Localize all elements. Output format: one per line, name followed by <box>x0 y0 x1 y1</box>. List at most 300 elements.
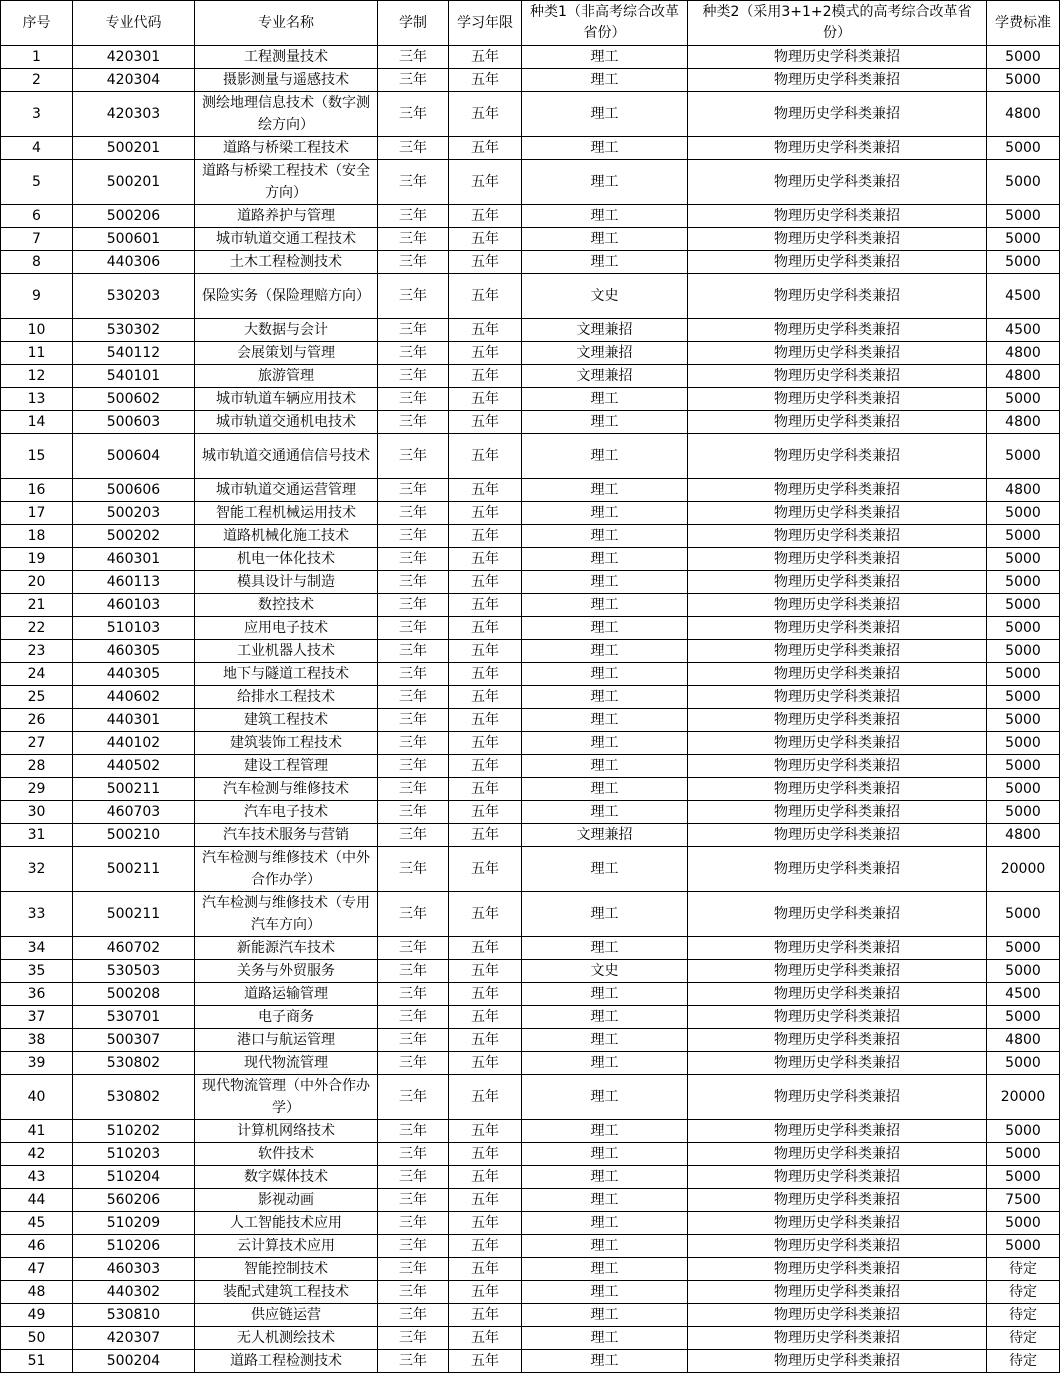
cell-name: 智能控制技术 <box>195 1258 378 1281</box>
cell-type2: 物理历史学科类兼招 <box>688 1304 987 1327</box>
cell-fee: 5000 <box>987 137 1060 160</box>
cell-name: 供应链运营 <box>195 1304 378 1327</box>
cell-no: 38 <box>1 1029 73 1052</box>
cell-years: 五年 <box>449 319 522 342</box>
cell-type1: 理工 <box>522 617 688 640</box>
cell-type2: 物理历史学科类兼招 <box>688 1143 987 1166</box>
cell-type2: 物理历史学科类兼招 <box>688 342 987 365</box>
cell-type1: 文史 <box>522 960 688 983</box>
table-row <box>1 46 1060 69</box>
cell-code: 500602 <box>73 388 195 411</box>
cell-system: 三年 <box>378 525 449 548</box>
cell-type2: 物理历史学科类兼招 <box>688 274 987 319</box>
cell-type2: 物理历史学科类兼招 <box>688 640 987 663</box>
cell-code: 500606 <box>73 479 195 502</box>
cell-fee: 待定 <box>987 1350 1060 1373</box>
cell-name: 道路运输管理 <box>195 983 378 1006</box>
cell-years: 五年 <box>449 617 522 640</box>
cell-years: 五年 <box>449 548 522 571</box>
cell-system: 三年 <box>378 479 449 502</box>
cell-name: 测绘地理信息技术（数字测绘方向） <box>195 92 378 137</box>
cell-type2: 物理历史学科类兼招 <box>688 1350 987 1373</box>
cell-no: 17 <box>1 502 73 525</box>
cell-name: 摄影测量与遥感技术 <box>195 69 378 92</box>
cell-no: 42 <box>1 1143 73 1166</box>
table-row <box>1 319 1060 342</box>
cell-type2: 物理历史学科类兼招 <box>688 319 987 342</box>
cell-name: 建设工程管理 <box>195 755 378 778</box>
cell-type2: 物理历史学科类兼招 <box>688 502 987 525</box>
table-row <box>1 709 1060 732</box>
cell-system: 三年 <box>378 1166 449 1189</box>
cell-code: 420307 <box>73 1327 195 1350</box>
cell-name: 工业机器人技术 <box>195 640 378 663</box>
cell-no: 46 <box>1 1235 73 1258</box>
cell-name: 关务与外贸服务 <box>195 960 378 983</box>
cell-code: 530203 <box>73 274 195 319</box>
cell-years: 五年 <box>449 228 522 251</box>
cell-name: 城市轨道车辆应用技术 <box>195 388 378 411</box>
cell-type2: 物理历史学科类兼招 <box>688 617 987 640</box>
cell-fee: 4800 <box>987 365 1060 388</box>
cell-years: 五年 <box>449 1258 522 1281</box>
cell-type2: 物理历史学科类兼招 <box>688 1029 987 1052</box>
cell-type2: 物理历史学科类兼招 <box>688 732 987 755</box>
cell-no: 28 <box>1 755 73 778</box>
cell-years: 五年 <box>449 1327 522 1350</box>
cell-type1: 理工 <box>522 937 688 960</box>
cell-type2: 物理历史学科类兼招 <box>688 709 987 732</box>
cell-no: 22 <box>1 617 73 640</box>
cell-fee: 5000 <box>987 160 1060 205</box>
cell-type1: 理工 <box>522 892 688 937</box>
cell-fee: 5000 <box>987 1052 1060 1075</box>
cell-name: 数字媒体技术 <box>195 1166 378 1189</box>
cell-years: 五年 <box>449 365 522 388</box>
cell-system: 三年 <box>378 160 449 205</box>
cell-no: 4 <box>1 137 73 160</box>
cell-years: 五年 <box>449 1052 522 1075</box>
table-header-row <box>1 1 1060 46</box>
cell-name: 汽车检测与维修技术 <box>195 778 378 801</box>
cell-code: 440301 <box>73 709 195 732</box>
cell-type1: 理工 <box>522 571 688 594</box>
table-row <box>1 1304 1060 1327</box>
cell-years: 五年 <box>449 960 522 983</box>
cell-type2: 物理历史学科类兼招 <box>688 824 987 847</box>
cell-no: 39 <box>1 1052 73 1075</box>
cell-system: 三年 <box>378 1304 449 1327</box>
cell-years: 五年 <box>449 1235 522 1258</box>
cell-type2: 物理历史学科类兼招 <box>688 983 987 1006</box>
cell-name: 现代物流管理（中外合作办学） <box>195 1075 378 1120</box>
cell-name: 城市轨道交通运营管理 <box>195 479 378 502</box>
cell-type2: 物理历史学科类兼招 <box>688 160 987 205</box>
cell-name: 智能工程机械运用技术 <box>195 502 378 525</box>
cell-code: 510203 <box>73 1143 195 1166</box>
cell-type2: 物理历史学科类兼招 <box>688 1052 987 1075</box>
cell-fee: 4500 <box>987 983 1060 1006</box>
cell-code: 540112 <box>73 342 195 365</box>
cell-system: 三年 <box>378 548 449 571</box>
cell-no: 34 <box>1 937 73 960</box>
cell-system: 三年 <box>378 319 449 342</box>
cell-no: 19 <box>1 548 73 571</box>
cell-years: 五年 <box>449 709 522 732</box>
table-row <box>1 801 1060 824</box>
cell-type2: 物理历史学科类兼招 <box>688 137 987 160</box>
cell-name: 道路与桥梁工程技术（安全方向） <box>195 160 378 205</box>
cell-type1: 文理兼招 <box>522 319 688 342</box>
col-header-system: 学制 <box>378 1 449 46</box>
cell-no: 25 <box>1 686 73 709</box>
cell-name: 汽车检测与维修技术（专用汽车方向） <box>195 892 378 937</box>
cell-fee: 5000 <box>987 1143 1060 1166</box>
cell-type2: 物理历史学科类兼招 <box>688 525 987 548</box>
cell-code: 500307 <box>73 1029 195 1052</box>
cell-type1: 理工 <box>522 1052 688 1075</box>
cell-type1: 理工 <box>522 1029 688 1052</box>
cell-fee: 5000 <box>987 548 1060 571</box>
table-row <box>1 640 1060 663</box>
cell-type1: 理工 <box>522 1235 688 1258</box>
cell-code: 500201 <box>73 160 195 205</box>
cell-system: 三年 <box>378 1281 449 1304</box>
cell-no: 2 <box>1 69 73 92</box>
cell-code: 440502 <box>73 755 195 778</box>
cell-no: 23 <box>1 640 73 663</box>
cell-system: 三年 <box>378 1006 449 1029</box>
cell-code: 560206 <box>73 1189 195 1212</box>
cell-no: 51 <box>1 1350 73 1373</box>
cell-name: 人工智能技术应用 <box>195 1212 378 1235</box>
cell-fee: 5000 <box>987 1166 1060 1189</box>
cell-fee: 5000 <box>987 502 1060 525</box>
cell-no: 6 <box>1 205 73 228</box>
cell-system: 三年 <box>378 892 449 937</box>
cell-system: 三年 <box>378 663 449 686</box>
table-row <box>1 228 1060 251</box>
cell-type2: 物理历史学科类兼招 <box>688 411 987 434</box>
cell-system: 三年 <box>378 434 449 479</box>
cell-type1: 理工 <box>522 1350 688 1373</box>
cell-name: 云计算技术应用 <box>195 1235 378 1258</box>
cell-fee: 待定 <box>987 1258 1060 1281</box>
table-row <box>1 365 1060 388</box>
cell-years: 五年 <box>449 1189 522 1212</box>
cell-no: 5 <box>1 160 73 205</box>
table-row <box>1 1166 1060 1189</box>
cell-type1: 理工 <box>522 801 688 824</box>
cell-type2: 物理历史学科类兼招 <box>688 205 987 228</box>
cell-name: 电子商务 <box>195 1006 378 1029</box>
cell-type1: 理工 <box>522 1212 688 1235</box>
cell-name: 现代物流管理 <box>195 1052 378 1075</box>
cell-type2: 物理历史学科类兼招 <box>688 801 987 824</box>
table-row <box>1 92 1060 137</box>
cell-type1: 理工 <box>522 1143 688 1166</box>
cell-code: 420303 <box>73 92 195 137</box>
cell-type2: 物理历史学科类兼招 <box>688 847 987 892</box>
table-row <box>1 205 1060 228</box>
cell-code: 460301 <box>73 548 195 571</box>
cell-name: 大数据与会计 <box>195 319 378 342</box>
cell-fee: 5000 <box>987 251 1060 274</box>
cell-system: 三年 <box>378 755 449 778</box>
cell-type2: 物理历史学科类兼招 <box>688 1189 987 1212</box>
cell-fee: 5000 <box>987 1235 1060 1258</box>
cell-years: 五年 <box>449 92 522 137</box>
cell-type1: 理工 <box>522 847 688 892</box>
cell-name: 给排水工程技术 <box>195 686 378 709</box>
cell-type1: 文理兼招 <box>522 824 688 847</box>
cell-type1: 理工 <box>522 525 688 548</box>
cell-years: 五年 <box>449 1120 522 1143</box>
cell-system: 三年 <box>378 983 449 1006</box>
cell-code: 440306 <box>73 251 195 274</box>
cell-system: 三年 <box>378 640 449 663</box>
cell-type1: 理工 <box>522 479 688 502</box>
cell-no: 12 <box>1 365 73 388</box>
cell-name: 汽车技术服务与营销 <box>195 824 378 847</box>
cell-type1: 理工 <box>522 1120 688 1143</box>
cell-name: 无人机测绘技术 <box>195 1327 378 1350</box>
cell-system: 三年 <box>378 388 449 411</box>
cell-name: 汽车检测与维修技术（中外合作办学） <box>195 847 378 892</box>
table-row <box>1 251 1060 274</box>
table-row <box>1 1327 1060 1350</box>
cell-name: 道路与桥梁工程技术 <box>195 137 378 160</box>
cell-fee: 5000 <box>987 525 1060 548</box>
cell-no: 45 <box>1 1212 73 1235</box>
cell-type2: 物理历史学科类兼招 <box>688 937 987 960</box>
cell-type1: 理工 <box>522 732 688 755</box>
cell-years: 五年 <box>449 686 522 709</box>
cell-code: 510103 <box>73 617 195 640</box>
table-row <box>1 663 1060 686</box>
cell-type1: 理工 <box>522 69 688 92</box>
cell-code: 420301 <box>73 46 195 69</box>
cell-system: 三年 <box>378 1143 449 1166</box>
cell-system: 三年 <box>378 1052 449 1075</box>
cell-type1: 理工 <box>522 1327 688 1350</box>
table-row <box>1 1281 1060 1304</box>
cell-system: 三年 <box>378 847 449 892</box>
table-row <box>1 1189 1060 1212</box>
cell-type1: 理工 <box>522 160 688 205</box>
cell-fee: 20000 <box>987 1075 1060 1120</box>
cell-years: 五年 <box>449 479 522 502</box>
cell-code: 510206 <box>73 1235 195 1258</box>
cell-type1: 理工 <box>522 686 688 709</box>
cell-code: 510204 <box>73 1166 195 1189</box>
cell-no: 21 <box>1 594 73 617</box>
table-row <box>1 1052 1060 1075</box>
cell-system: 三年 <box>378 228 449 251</box>
cell-no: 13 <box>1 388 73 411</box>
cell-system: 三年 <box>378 69 449 92</box>
cell-name: 工程测量技术 <box>195 46 378 69</box>
cell-system: 三年 <box>378 365 449 388</box>
cell-years: 五年 <box>449 137 522 160</box>
cell-no: 3 <box>1 92 73 137</box>
cell-type1: 理工 <box>522 1166 688 1189</box>
cell-years: 五年 <box>449 1029 522 1052</box>
cell-years: 五年 <box>449 502 522 525</box>
cell-years: 五年 <box>449 1075 522 1120</box>
cell-system: 三年 <box>378 342 449 365</box>
cell-code: 500202 <box>73 525 195 548</box>
col-header-name: 专业名称 <box>195 1 378 46</box>
cell-fee: 4500 <box>987 319 1060 342</box>
cell-system: 三年 <box>378 1189 449 1212</box>
cell-years: 五年 <box>449 69 522 92</box>
cell-type1: 理工 <box>522 251 688 274</box>
cell-code: 460103 <box>73 594 195 617</box>
cell-name: 港口与航运管理 <box>195 1029 378 1052</box>
cell-name: 旅游管理 <box>195 365 378 388</box>
cell-type1: 理工 <box>522 1281 688 1304</box>
cell-code: 500206 <box>73 205 195 228</box>
cell-type2: 物理历史学科类兼招 <box>688 892 987 937</box>
cell-type1: 理工 <box>522 228 688 251</box>
cell-no: 35 <box>1 960 73 983</box>
cell-years: 五年 <box>449 342 522 365</box>
cell-years: 五年 <box>449 847 522 892</box>
cell-type2: 物理历史学科类兼招 <box>688 1281 987 1304</box>
cell-type2: 物理历史学科类兼招 <box>688 960 987 983</box>
cell-no: 30 <box>1 801 73 824</box>
cell-fee: 待定 <box>987 1327 1060 1350</box>
cell-fee: 5000 <box>987 1212 1060 1235</box>
cell-code: 440602 <box>73 686 195 709</box>
cell-code: 460303 <box>73 1258 195 1281</box>
cell-fee: 待定 <box>987 1304 1060 1327</box>
cell-no: 37 <box>1 1006 73 1029</box>
col-header-code: 专业代码 <box>73 1 195 46</box>
cell-years: 五年 <box>449 1143 522 1166</box>
cell-system: 三年 <box>378 46 449 69</box>
table-row <box>1 69 1060 92</box>
cell-years: 五年 <box>449 251 522 274</box>
cell-years: 五年 <box>449 937 522 960</box>
table-row <box>1 342 1060 365</box>
cell-system: 三年 <box>378 824 449 847</box>
cell-no: 26 <box>1 709 73 732</box>
cell-system: 三年 <box>378 1350 449 1373</box>
table-row <box>1 160 1060 205</box>
cell-no: 50 <box>1 1327 73 1350</box>
cell-code: 530810 <box>73 1304 195 1327</box>
cell-type1: 理工 <box>522 205 688 228</box>
cell-type1: 理工 <box>522 388 688 411</box>
cell-type2: 物理历史学科类兼招 <box>688 594 987 617</box>
cell-type2: 物理历史学科类兼招 <box>688 548 987 571</box>
cell-fee: 5000 <box>987 686 1060 709</box>
cell-years: 五年 <box>449 274 522 319</box>
cell-name: 计算机网络技术 <box>195 1120 378 1143</box>
cell-no: 18 <box>1 525 73 548</box>
cell-name: 影视动画 <box>195 1189 378 1212</box>
cell-code: 530302 <box>73 319 195 342</box>
cell-code: 500211 <box>73 778 195 801</box>
cell-fee: 5000 <box>987 228 1060 251</box>
cell-fee: 5000 <box>987 205 1060 228</box>
cell-no: 9 <box>1 274 73 319</box>
cell-code: 510209 <box>73 1212 195 1235</box>
cell-no: 10 <box>1 319 73 342</box>
cell-fee: 5000 <box>987 594 1060 617</box>
cell-name: 保险实务（保险理赔方向） <box>195 274 378 319</box>
cell-fee: 5000 <box>987 709 1060 732</box>
cell-fee: 4800 <box>987 1029 1060 1052</box>
cell-system: 三年 <box>378 732 449 755</box>
cell-type2: 物理历史学科类兼招 <box>688 228 987 251</box>
cell-type2: 物理历史学科类兼招 <box>688 479 987 502</box>
cell-fee: 4500 <box>987 274 1060 319</box>
cell-no: 11 <box>1 342 73 365</box>
cell-type1: 理工 <box>522 594 688 617</box>
table-row <box>1 548 1060 571</box>
cell-type1: 理工 <box>522 137 688 160</box>
cell-fee: 5000 <box>987 640 1060 663</box>
cell-code: 500601 <box>73 228 195 251</box>
cell-system: 三年 <box>378 1029 449 1052</box>
cell-system: 三年 <box>378 1327 449 1350</box>
col-header-type2: 种类2（采用3+1+2模式的高考综合改革省份） <box>688 1 987 46</box>
cell-type2: 物理历史学科类兼招 <box>688 434 987 479</box>
cell-no: 29 <box>1 778 73 801</box>
cell-years: 五年 <box>449 1006 522 1029</box>
cell-no: 1 <box>1 46 73 69</box>
table-row <box>1 755 1060 778</box>
cell-type1: 理工 <box>522 434 688 479</box>
cell-no: 8 <box>1 251 73 274</box>
table-row <box>1 1075 1060 1120</box>
cell-no: 43 <box>1 1166 73 1189</box>
cell-type2: 物理历史学科类兼招 <box>688 251 987 274</box>
cell-type1: 文史 <box>522 274 688 319</box>
cell-fee: 5000 <box>987 960 1060 983</box>
cell-code: 500201 <box>73 137 195 160</box>
cell-years: 五年 <box>449 824 522 847</box>
cell-type2: 物理历史学科类兼招 <box>688 778 987 801</box>
cell-type1: 理工 <box>522 1258 688 1281</box>
col-header-years: 学习年限 <box>449 1 522 46</box>
cell-type1: 理工 <box>522 709 688 732</box>
cell-years: 五年 <box>449 755 522 778</box>
cell-code: 530802 <box>73 1052 195 1075</box>
cell-name: 道路机械化施工技术 <box>195 525 378 548</box>
cell-no: 14 <box>1 411 73 434</box>
cell-system: 三年 <box>378 617 449 640</box>
cell-code: 460305 <box>73 640 195 663</box>
cell-system: 三年 <box>378 571 449 594</box>
table-row <box>1 594 1060 617</box>
cell-code: 530701 <box>73 1006 195 1029</box>
cell-system: 三年 <box>378 1235 449 1258</box>
cell-type2: 物理历史学科类兼招 <box>688 1212 987 1235</box>
table-row <box>1 686 1060 709</box>
cell-name: 城市轨道交通工程技术 <box>195 228 378 251</box>
cell-system: 三年 <box>378 1258 449 1281</box>
cell-years: 五年 <box>449 46 522 69</box>
cell-type2: 物理历史学科类兼招 <box>688 1327 987 1350</box>
cell-system: 三年 <box>378 801 449 824</box>
cell-name: 城市轨道交通通信信号技术 <box>195 434 378 479</box>
cell-years: 五年 <box>449 778 522 801</box>
cell-system: 三年 <box>378 137 449 160</box>
